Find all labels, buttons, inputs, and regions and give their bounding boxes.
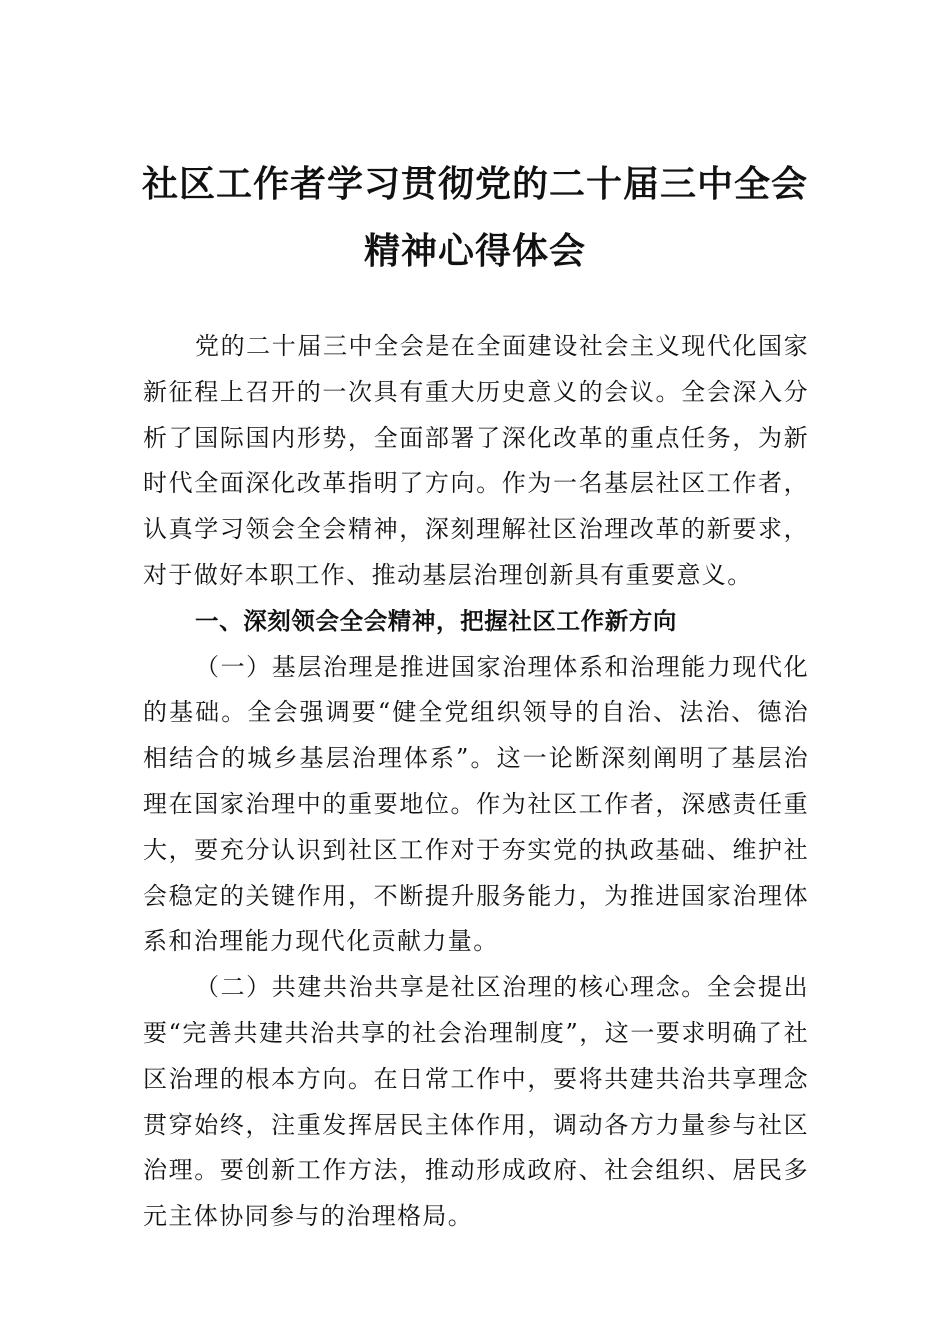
document-title-line-2: 精神心得体会: [363, 230, 586, 272]
section-heading: 一、深刻领会全会精神，把握社区工作新方向: [195, 606, 677, 635]
intro-paragraph: 党的二十届三中全会是在全面建设社会主义现代化国家新征程上召开的一次具有重大历史意义的会议。全会深入分析了国际国内形势，全面部署了深化改革的重点任务，为新时代全面深化改革指明了方向。作为一名基层社区工作者，认真学习领会全会精神，深刻理解社区治理改革的新要求，对于做好本职工作、推动基层治理创新具有重要意义。: [143, 332, 809, 589]
document-body: [143, 324, 809, 1240]
body-paragraph: （二）共建共治共享是社区治理的核心理念。全会提出要“完善共建共治共享的社会治理制度”，这一要求明确了社区治理的根本方向。在日常工作中，要将共建共治共享理念贯穿始终，注重发挥居民主体作用，调动各方力量参与社区治理。要创新工作方法，推动形成政府、社会组织、居民多元主体协同参与的治理格局。: [143, 973, 809, 1231]
body-paragraph: （一）基层治理是推进国家治理体系和治理能力现代化的基础。全会强调要“健全党组织领导的自治、法治、德治相结合的城乡基层治理体系”。这一论断深刻阐明了基层治理在国家治理中的重要地位。作为社区工作者，深感责任重大，要充分认识到社区工作对于夯实党的执政基础、维护社会稳定的关键作用，不断提升服务能力，为推进国家治理体系和治理能力现代化贡献力量。: [143, 652, 809, 956]
document-title-line-1: 社区工作者学习贯彻党的二十届三中全会: [141, 163, 808, 205]
